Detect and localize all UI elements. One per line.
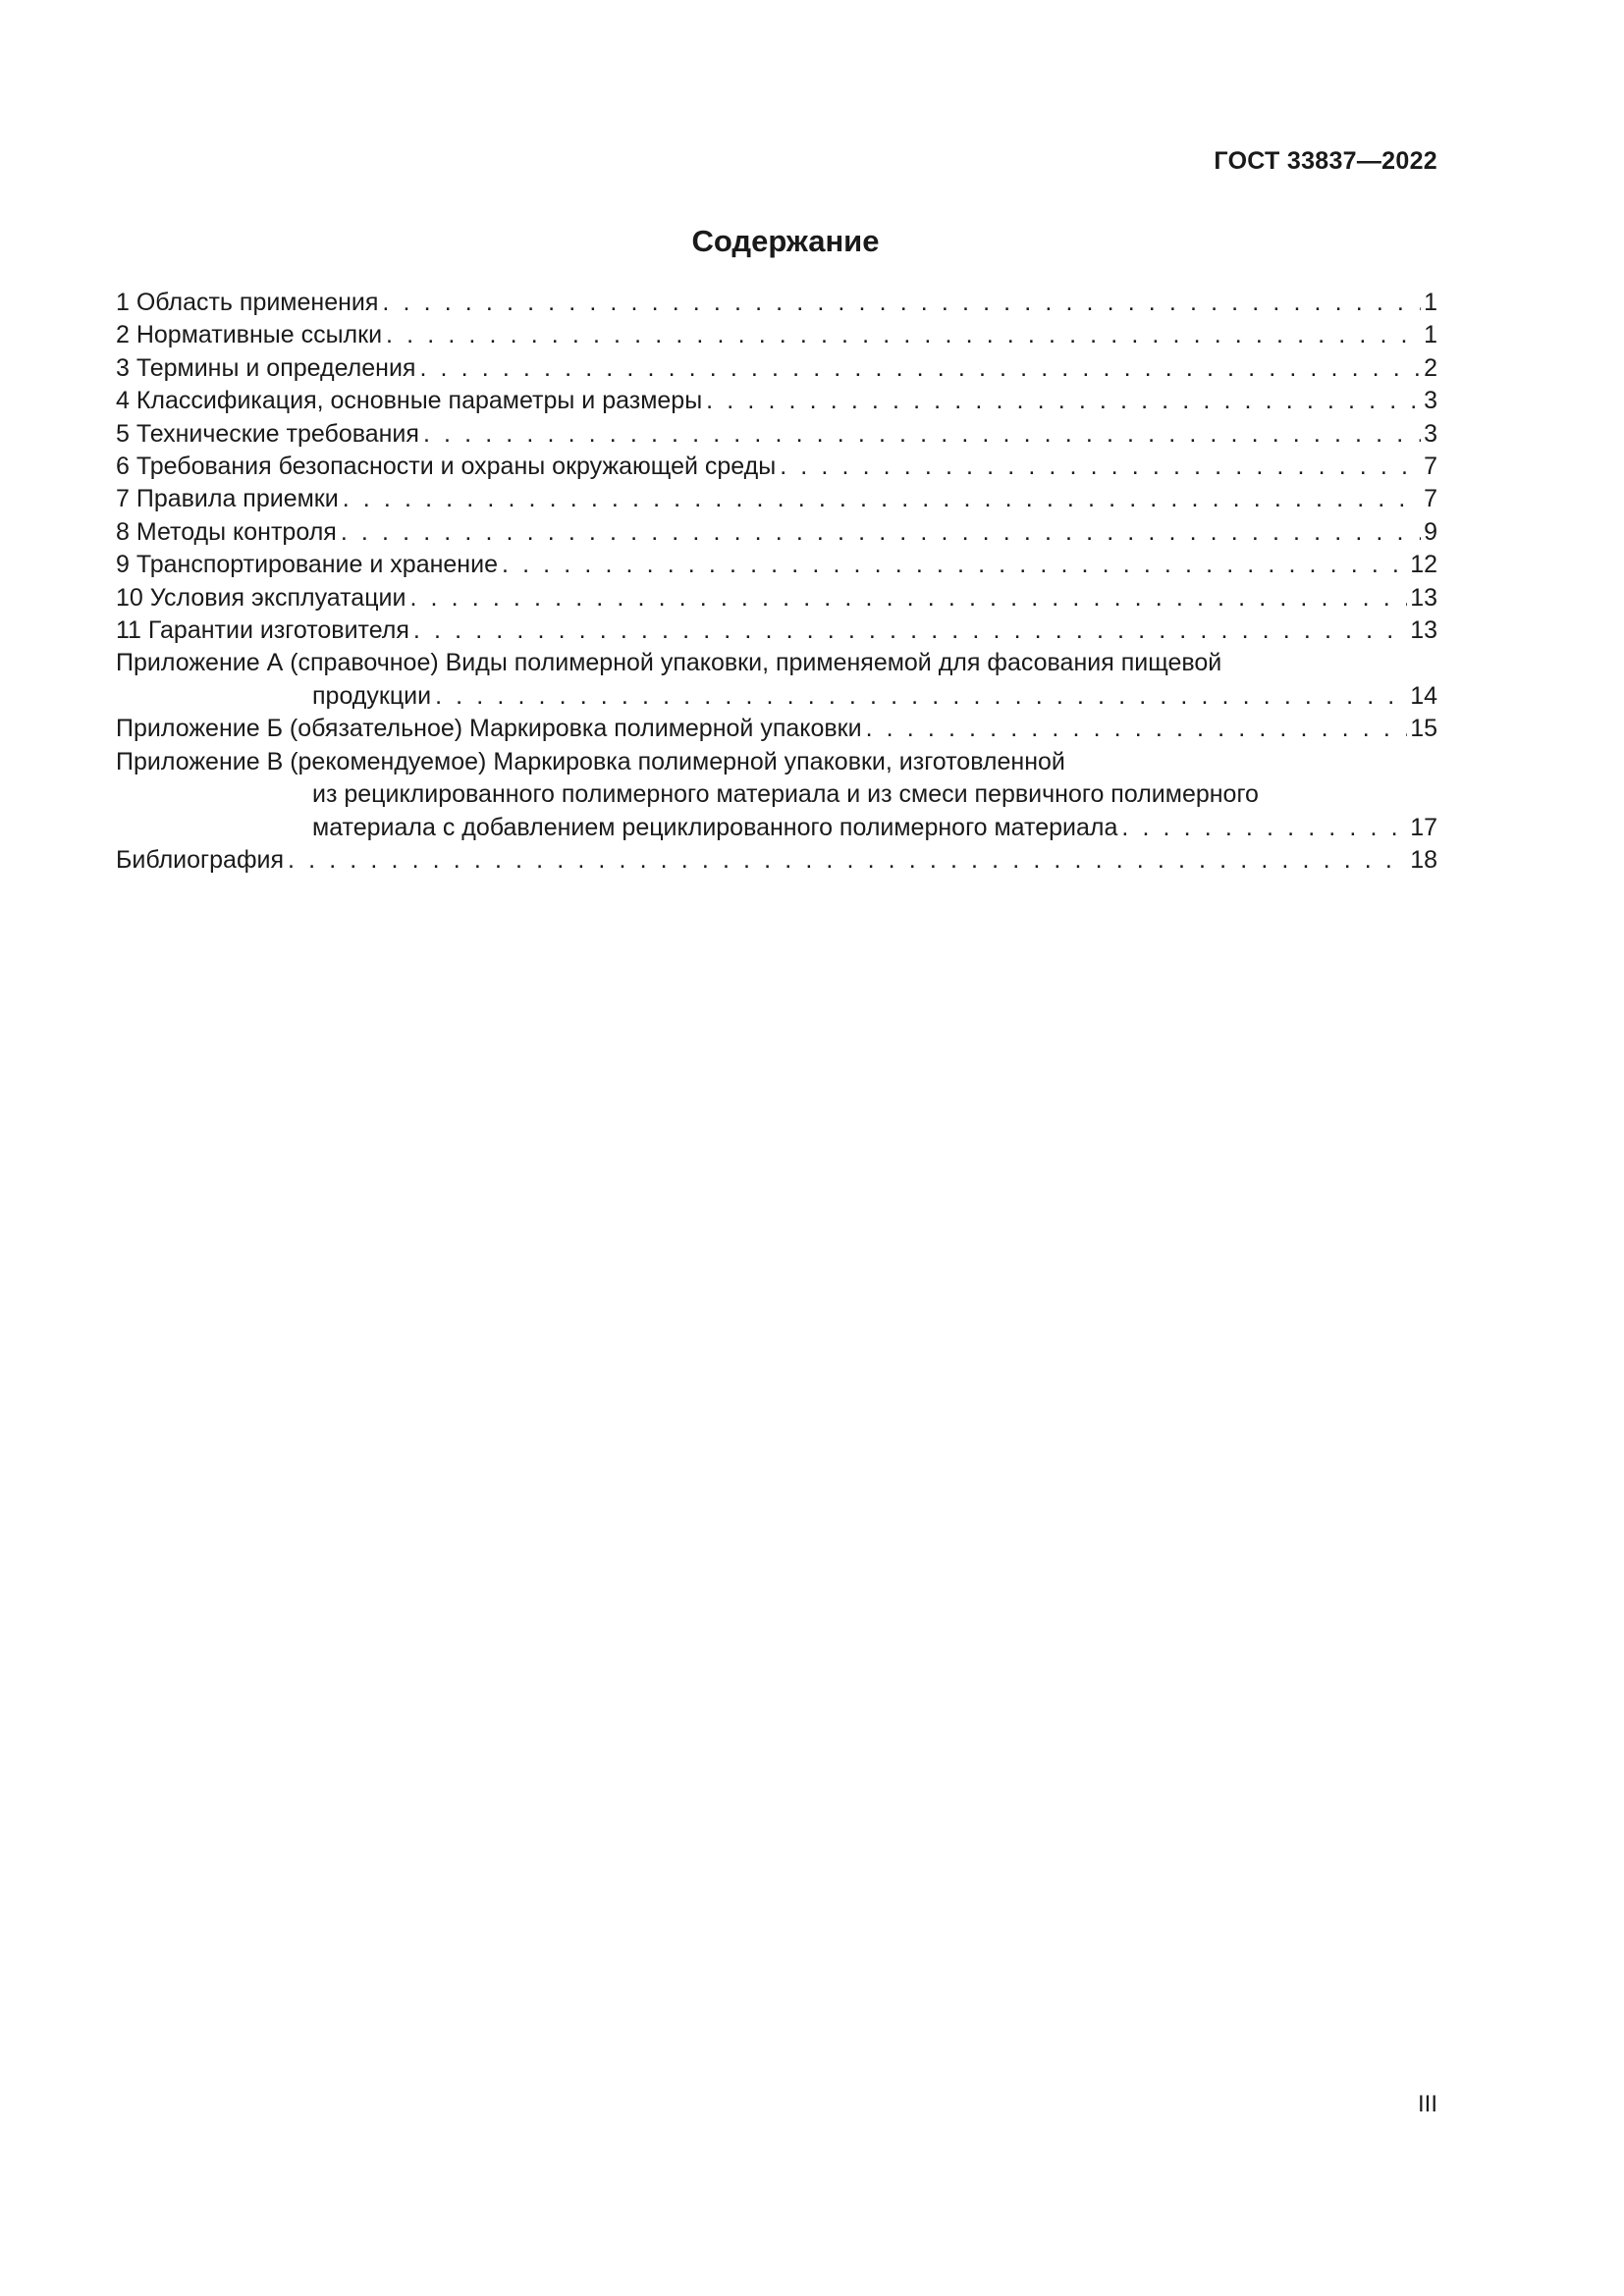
toc-entry-text: 5 Технические требования: [116, 419, 419, 448]
toc-entry-text: 10 Условия эксплуатации: [116, 583, 406, 612]
toc-entry-appendix-b[interactable]: [116, 713, 1437, 745]
toc-entry-page: 9: [1424, 517, 1437, 546]
dot-leader: [706, 385, 1421, 417]
dot-leader: [386, 319, 1421, 351]
table-of-contents: [116, 287, 1437, 877]
dot-leader: [502, 549, 1407, 581]
toc-entry-text: 2 Нормативные ссылки: [116, 321, 383, 349]
toc-entry-page: 17: [1410, 813, 1437, 841]
toc-entry-text: 8 Методы контроля: [116, 517, 337, 546]
dot-leader: [409, 582, 1407, 614]
toc-entry-bibliography[interactable]: [116, 844, 1437, 877]
toc-entry-4[interactable]: [116, 385, 1437, 417]
toc-entry-page: 12: [1410, 551, 1437, 579]
toc-entry-text: Приложение А (справочное) Виды полимерной упаковки, применяемой для фасования пищевой: [116, 649, 1222, 677]
toc-entry-page: 18: [1410, 845, 1437, 874]
toc-entry-8[interactable]: [116, 516, 1437, 549]
toc-entry-7[interactable]: [116, 483, 1437, 515]
toc-entry-appendix-a[interactable]: [116, 647, 1437, 713]
toc-entry-text: Библиография: [116, 845, 285, 874]
dot-leader: [413, 614, 1407, 647]
dot-leader: [435, 680, 1407, 713]
toc-entry-10[interactable]: [116, 582, 1437, 614]
dot-leader: [1121, 812, 1407, 844]
dot-leader: [423, 418, 1421, 451]
dot-leader: [780, 451, 1421, 483]
toc-entry-text: продукции: [312, 681, 432, 710]
toc-entry-text: материала с добавлением рециклированного полимерного материала: [312, 813, 1118, 841]
toc-entry-page: 3: [1424, 387, 1437, 415]
toc-entry-11[interactable]: [116, 614, 1437, 647]
toc-entry-text: 4 Классификация, основные параметры и размеры: [116, 387, 703, 415]
toc-entry-text: Приложение В (рекомендуемое) Маркировка полимерной упаковки, изготовленной: [116, 747, 1065, 775]
toc-entry-text: 1 Область применения: [116, 289, 379, 316]
toc-title: Содержание: [691, 224, 880, 258]
dot-leader: [343, 483, 1421, 515]
dot-leader: [288, 844, 1407, 877]
toc-entry-page: 2: [1424, 353, 1437, 382]
toc-entry-page: 3: [1424, 419, 1437, 448]
dot-leader: [866, 713, 1408, 745]
toc-entry-page: 13: [1410, 616, 1437, 645]
toc-entry-appendix-v[interactable]: [116, 746, 1437, 844]
toc-entry-text: 11 Гарантии изготовителя: [116, 616, 409, 645]
dot-leader: [382, 287, 1421, 319]
toc-entry-page: 7: [1424, 485, 1437, 513]
document-code: ГОСТ 33837—2022: [1214, 147, 1437, 175]
toc-entry-text: Приложение Б (обязательное) Маркировка полимерной упаковки: [116, 715, 862, 743]
toc-entry-text: 9 Транспортирование и хранение: [116, 551, 498, 579]
toc-entry-2[interactable]: [116, 319, 1437, 351]
dot-leader: [341, 516, 1421, 549]
toc-entry-text: 7 Правила приемки: [116, 485, 339, 513]
toc-entry-page: 7: [1424, 453, 1437, 481]
toc-entry-5[interactable]: [116, 418, 1437, 451]
toc-entry-text: 6 Требования безопасности и охраны окружающей среды: [116, 453, 777, 481]
toc-entry-page: 14: [1410, 681, 1437, 710]
toc-entry-3[interactable]: [116, 352, 1437, 385]
toc-entry-9[interactable]: [116, 549, 1437, 581]
page-number: III: [1417, 2091, 1437, 2117]
toc-entry-text: из рециклированного полимерного материала и из смеси первичного полимерного: [312, 780, 1259, 809]
toc-entry-page: 1: [1424, 289, 1437, 316]
toc-entry-page: 15: [1410, 715, 1437, 743]
toc-entry-page: 13: [1410, 583, 1437, 612]
dot-leader: [419, 352, 1421, 385]
toc-entry-page: 1: [1424, 321, 1437, 349]
toc-entry-text: 3 Термины и определения: [116, 353, 416, 382]
toc-entry-6[interactable]: [116, 451, 1437, 483]
toc-entry-1[interactable]: [116, 287, 1437, 319]
